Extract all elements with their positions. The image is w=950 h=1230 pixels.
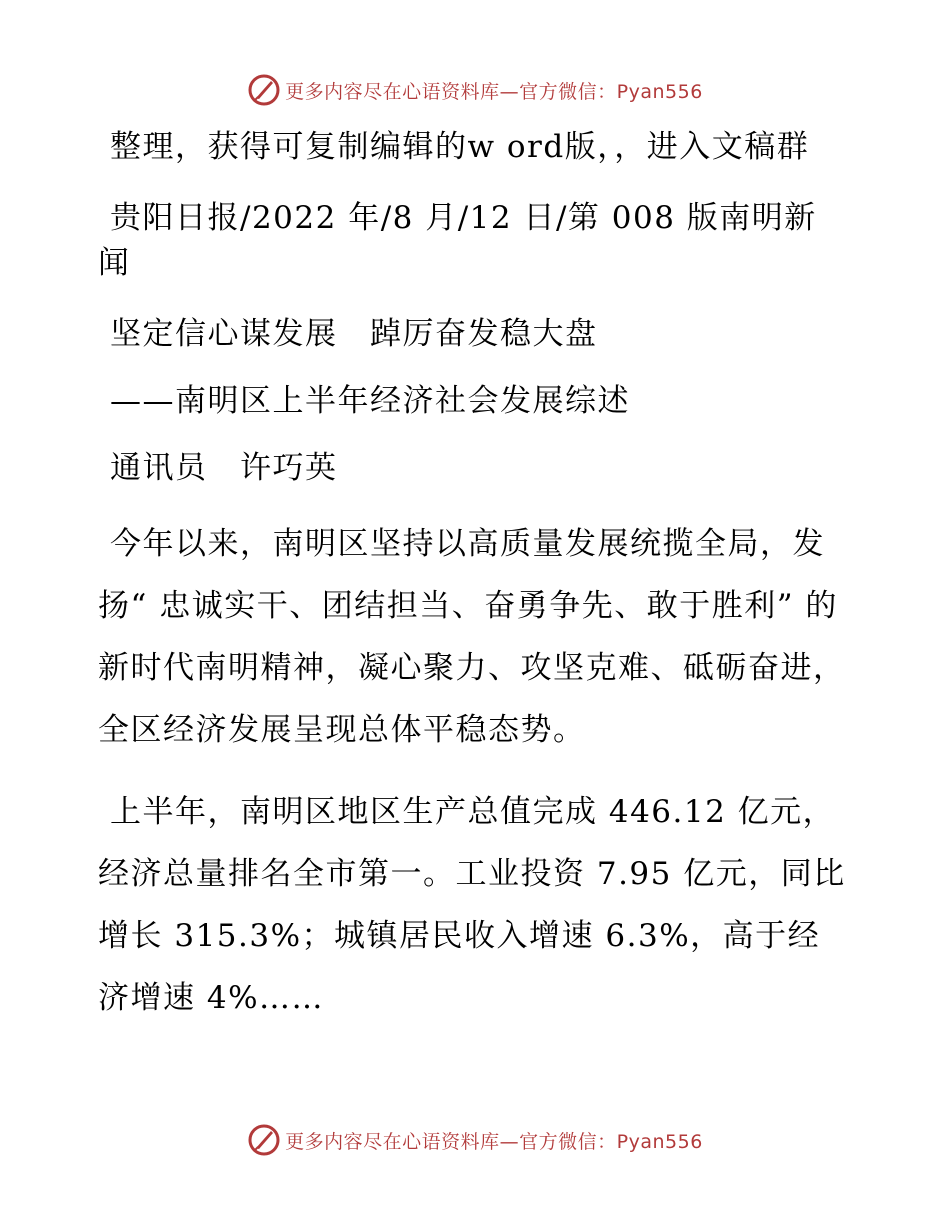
watermark-header bbox=[0, 70, 950, 110]
article-subtitle: ——南明区上半年经济社会发展综述 bbox=[110, 383, 630, 419]
watermark-footer bbox=[0, 1120, 950, 1160]
watermark-text: 更多内容尽在心语资料库—官方微信：Pyan556 bbox=[285, 1130, 703, 1153]
article-headline: 坚定信心谋发展 踔厉奋发稳大盘 bbox=[110, 316, 598, 352]
note-paragraph: 整理，获得可复制编辑的w ord版，，进入文稿群 bbox=[110, 129, 810, 165]
quill-logo-icon bbox=[247, 1123, 281, 1157]
byline: 通讯员 许巧英 bbox=[110, 450, 338, 486]
stats-paragraph: 上半年，南明区地区生产总值完成 446.12 亿元，经济总量排名全市第一。工业投资 7.95 亿元，同比增长 315.3%；城镇居民收入增速 6.3%，高于经济增速 4%…… bbox=[98, 794, 846, 1016]
intro-paragraph: 今年以来，南明区坚持以高质量发展统揽全局，发扬“ 忠诚实干、团结担当、奋勇争先、敢于胜利” 的新时代南明精神，凝心聚力、攻坚克难、砥砺奋进，全区经济发展呈现总体平稳态势。 bbox=[98, 526, 846, 748]
source-line: 贵阳日报/2022 年/8 月/12 日/第 008 版南明新闻 bbox=[98, 200, 817, 281]
article-body bbox=[98, 125, 848, 1055]
quill-logo-icon bbox=[247, 73, 281, 107]
watermark-text: 更多内容尽在心语资料库—官方微信：Pyan556 bbox=[285, 80, 703, 103]
